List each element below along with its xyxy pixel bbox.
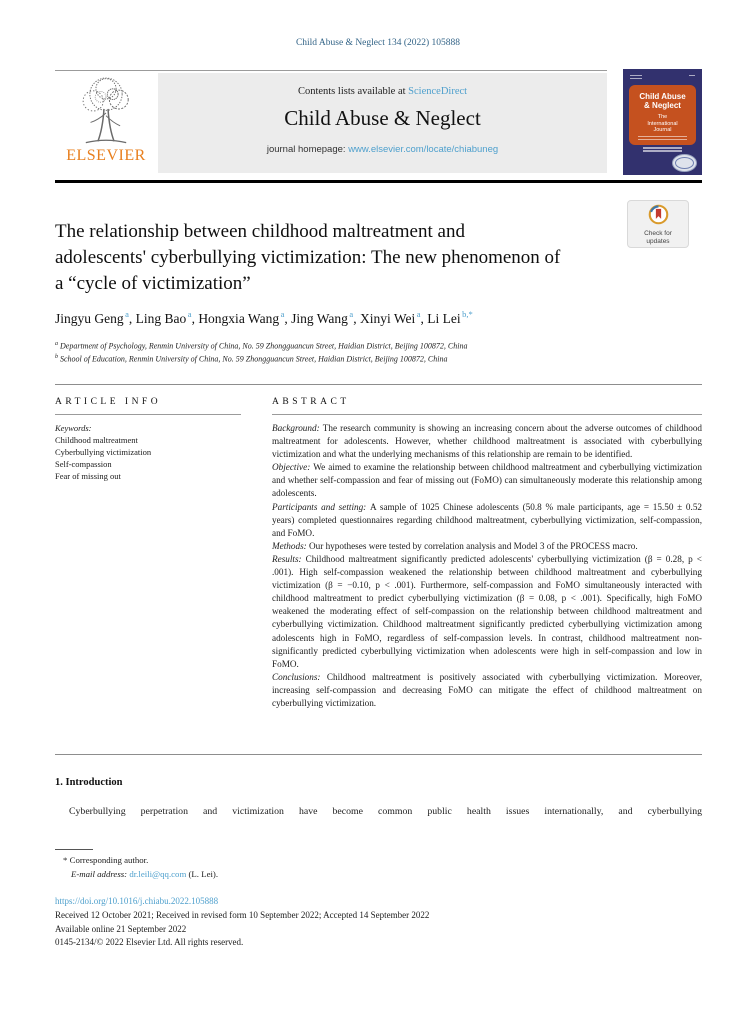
footer-block (55, 895, 702, 950)
abstract-section-text: Our hypotheses were tested by correlation analysis and Model 3 of the PROCESS macro. (309, 540, 638, 551)
elsevier-wordmark: ELSEVIER (66, 147, 146, 164)
author-name: Jingyu Geng (55, 310, 124, 326)
introduction-paragraph: Cyberbullying perpetration and victimization have become common public health issues internationally, and cyberbullying (69, 806, 702, 817)
homepage-line (158, 144, 607, 155)
keyword-item: Self-compassion (55, 459, 112, 469)
homepage-prefix: journal homepage: (266, 144, 346, 155)
author (360, 311, 427, 326)
corresponding-author-note (55, 853, 475, 867)
article-info-column (55, 397, 241, 482)
author-name: Xinyi Wei (359, 310, 416, 326)
footnote-block (55, 853, 475, 881)
email-link[interactable]: dr.leili@qq.com (129, 869, 187, 879)
author (55, 311, 136, 326)
abstract-section-text: Childhood maltreatment significantly predicted adolescents' cyberbullying victimization (β = 0.28, p < .001). High self-compassion weakened the relationship between childhood maltreatment and cyberbullying victimization (β = −0.10, p < .001). Furthermore, self-compassion and FoMO simultaneously interacted with childhood maltreatment to predict cyberbullying victimization (β = 0.08, p < .001). Specifically, high FoMO weakened the moderating effect of self-compassion on the relationship between childhood maltreatment and cyberbullying victimization. Childhood maltreatment significantly predicted cyberbullying victimization among adolescents high in FoMO, regardless of self-compassion levels. In contrast, childhood maltreatment non-significantly predicted cyberbullying victimization when adolescents were high in self-compassion and low in FoMO. (272, 553, 702, 669)
abstract-heading: ABSTRACT (272, 397, 350, 407)
cover-title-line2: & Neglect (644, 101, 681, 110)
author-separator: , (284, 310, 292, 326)
author-list (55, 309, 675, 327)
abstract-section-label: Methods: (272, 540, 309, 551)
author-separator: , (128, 310, 136, 326)
author-affiliation-sup: b,* (462, 309, 473, 319)
header-divider (55, 180, 702, 183)
section-heading-introduction: 1. Introduction (55, 777, 123, 788)
cover-subtitle-line3: Journal (653, 127, 672, 133)
cover-subtitle-line1: The (657, 114, 668, 120)
author-affiliation-sup: a (125, 309, 129, 319)
homepage-url-link[interactable]: www.elsevier.com/locate/chiabuneg (348, 144, 499, 155)
abstract-section-label: Background: (272, 423, 323, 433)
cover-title-line1: Child Abuse (639, 92, 686, 101)
author-affiliation-sup: a (349, 309, 354, 319)
author-affiliation-sup: a (280, 309, 285, 319)
article-title-line: adolescents' cyberbullying victimization: The new phenomenon of (55, 247, 561, 268)
abstract-section (272, 461, 702, 500)
article-title-line: a “cycle of victimization” (55, 273, 251, 294)
footnote-divider (55, 849, 93, 850)
author-affiliation-sup: a (187, 309, 192, 319)
abstract-section-label: Conclusions: (272, 671, 327, 682)
abstract-section (272, 422, 702, 461)
elsevier-logo[interactable] (57, 74, 155, 173)
affiliation-divider (55, 384, 702, 385)
cover-small-text-bottom (641, 146, 684, 154)
affiliation-line (55, 352, 695, 365)
doi-link[interactable]: https://doi.org/10.1016/j.chiabu.2022.105888 (55, 896, 219, 906)
journal-cover-thumbnail[interactable] (623, 69, 702, 175)
author-name: Jing Wang (291, 310, 348, 326)
author-separator: , (353, 310, 360, 326)
journal-banner (158, 73, 607, 173)
sciencedirect-link[interactable]: ScienceDirect (408, 86, 468, 97)
affiliation-sup: b (55, 354, 58, 361)
email-suffix: (L. Lei). (188, 869, 219, 879)
author-affiliation-sup: a (416, 309, 421, 319)
keyword-item: Cyberbullying victimization (55, 447, 152, 457)
abstract-bottom-divider (55, 754, 702, 755)
author (136, 311, 199, 326)
keywords-label: Keywords: (55, 423, 92, 433)
article-title-line: The relationship between childhood maltreatment and (55, 221, 465, 242)
journal-title: Child Abuse & Neglect (284, 106, 481, 130)
author (427, 311, 473, 326)
corresponding-author-text: Corresponding author. (69, 855, 149, 865)
cover-small-text-right (687, 73, 697, 78)
email-note (55, 867, 475, 881)
keyword-item: Childhood maltreatment (55, 435, 138, 445)
cover-emblem-icon (672, 154, 697, 172)
author-name: Ling Bao (135, 310, 187, 326)
cover-subtitle-line2: International (647, 120, 678, 127)
check-badge-line2: updates (646, 237, 670, 245)
journal-header (55, 70, 607, 175)
abstract-rule (272, 414, 702, 415)
author-name: Li Lei (427, 310, 461, 326)
check-badge-line1: Check for (644, 230, 672, 237)
affiliation-sup: a (55, 341, 58, 347)
abstract-section-text: The research community is showing an increasing concern about the adverse outcomes of childhood maltreatment for adolescents. However, whether childhood maltreatment is associated with cyberbullying victimization and what the underlying mechanisms of this relationship are remain to be identified. (272, 423, 703, 460)
keyword-list (55, 434, 241, 482)
author-separator: , (191, 310, 199, 326)
affiliation-line (55, 339, 695, 352)
affiliation-text: Department of Psychology, Renmin University of China, No. 59 Zhongguancun Street, Haidian District, Beijing 100872, China (60, 341, 468, 351)
article-info-rule (55, 414, 241, 415)
article-title (55, 219, 655, 297)
abstract-section (272, 501, 702, 540)
affiliation-list (55, 339, 695, 365)
journal-citation-link[interactable]: Child Abuse & Neglect 134 (2022) 105888 (295, 38, 461, 48)
abstract-section-text: A sample of 1025 Chinese adolescents (50.8 % male participants, age = 15.50 ± 0.52 years) completed questionnaires regarding childhood maltreatment, cyberbullying victimization, self-compassion, and FoMO. (272, 501, 703, 538)
abstract-section (272, 671, 702, 710)
footnote-marker: * (63, 855, 68, 865)
abstract-section-text: Childhood maltreatment is positively associated with cyberbullying victimization. Moreover, increasing self-compassion and decreasing FoMO can mitigate the effect of childhood maltreatment on cyberbullying victimization. (272, 671, 702, 708)
abstract-section-label: Objective: (272, 462, 314, 473)
email-label: E-mail address: (71, 869, 128, 879)
copyright-line: 0145-2134/© 2022 Elsevier Ltd. All rights reserved. (55, 937, 244, 948)
received-line: Received 12 October 2021; Received in revised form 10 September 2022; Accepted 14 September 2022 (55, 909, 430, 920)
abstract-section (272, 540, 702, 553)
elsevier-tree-icon (57, 74, 155, 148)
contents-prefix: Contents lists available at (297, 86, 406, 97)
keyword-item: Fear of missing out (55, 471, 121, 481)
author (198, 311, 291, 326)
author-separator: , (420, 310, 428, 326)
abstract-column (272, 397, 702, 710)
cover-small-text-left (628, 73, 644, 81)
contents-line (158, 86, 607, 97)
author-name: Hongxia Wang (198, 310, 280, 326)
abstract-section-label: Participants and setting: (272, 501, 370, 512)
article-info-heading: ARTICLE INFO (55, 397, 162, 407)
author (291, 311, 360, 326)
affiliation-text: School of Education, Renmin University of China, No. 59 Zhongguancun Street, Haidian District, Beijing 100872, China (60, 354, 448, 364)
abstract-section-label: Results: (272, 553, 306, 564)
abstract-section-text: We aimed to examine the relationship between childhood maltreatment and cyberbullying victimization and whether self-compassion and fear of missing out (FoMO) can simultaneously moderate this relationship among adolescents. (272, 462, 702, 499)
abstract-body (272, 422, 702, 710)
abstract-section (272, 553, 702, 671)
cover-orange-panel (629, 85, 696, 145)
available-line: Available online 21 September 2022 (55, 923, 187, 934)
